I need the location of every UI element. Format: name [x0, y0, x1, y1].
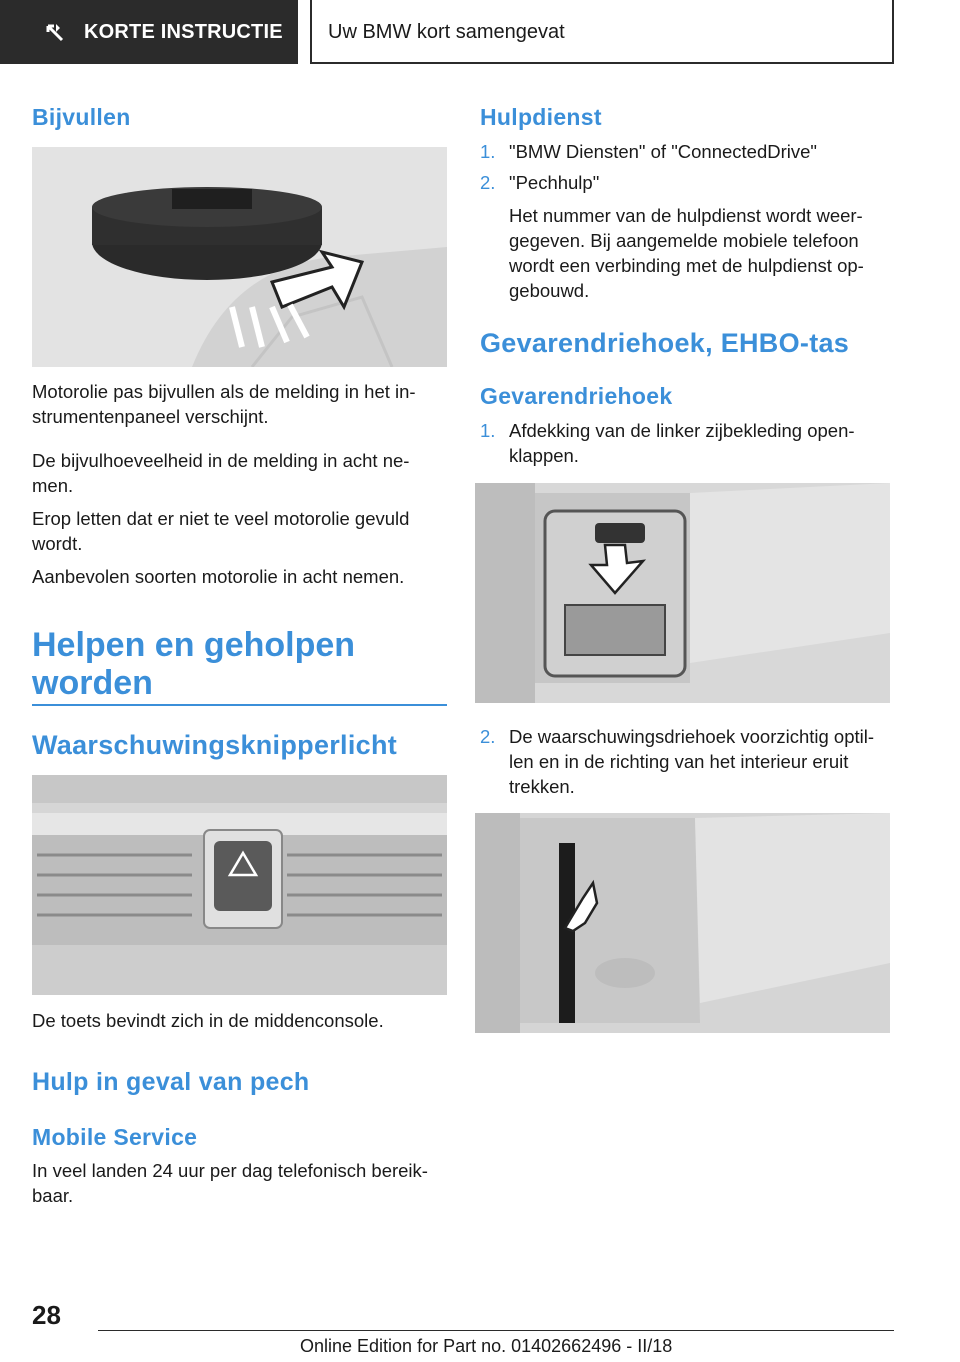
star-icon: [44, 22, 66, 44]
hulp-item-2-number: 2.: [480, 172, 496, 193]
triangle-removal-image: [475, 813, 890, 1033]
breakdown-heading: Hulp in geval van pech: [32, 1068, 310, 1096]
trunk-cover-image: [475, 483, 890, 703]
bijvullen-paragraph-3: Erop letten dat er niet te veel motorolie gevuld wordt.: [32, 508, 410, 554]
header-title-box: [310, 0, 894, 64]
footer-rule: [98, 1330, 894, 1331]
warning-light-heading: Waarschuwingsknipperlicht: [32, 730, 398, 760]
step-2-text: De waarschuwingsdriehoek voorzichtig optil- len en in de richting van het interieur eruit trekken.: [509, 726, 875, 797]
mobile-service-heading: Mobile Service: [32, 1124, 198, 1150]
bijvullen-paragraph-2: De bijvulhoeveelheid in de melding in acht ne- men.: [32, 450, 410, 496]
warning-triangle-subheading: Gevarendriehoek: [480, 383, 673, 409]
hulp-item-2-text: "Pechhulp": [509, 172, 600, 193]
oil-cap-image: [32, 147, 447, 367]
hulpdienst-heading: Hulpdienst: [480, 104, 602, 130]
section-heading: Helpen en geholpen worden: [32, 626, 356, 702]
hulp-note: Het nummer van de hulpdienst wordt weer- gegeven. Bij aangemelde mobiele telefoon wordt een verbinding met de hulpdienst op- gebouwd.: [509, 205, 864, 301]
header-tab-label: KORTE INSTRUCTIE: [84, 21, 283, 43]
hazard-switch-image: [32, 775, 447, 995]
warning-light-text: De toets bevindt zich in de middenconsole.: [32, 1010, 384, 1031]
mobile-service-text: In veel landen 24 uur per dag telefonisch bereik- baar.: [32, 1160, 428, 1206]
hulp-item-1-number: 1.: [480, 141, 496, 162]
hulp-item-1-text: "BMW Diensten" of "ConnectedDrive": [509, 141, 817, 162]
bijvullen-paragraph-4: Aanbevolen soorten motorolie in acht nemen.: [32, 566, 405, 587]
header-title: Uw BMW kort samengevat: [328, 21, 565, 43]
step-1-number: 1.: [480, 420, 496, 441]
step-2-number: 2.: [480, 726, 496, 747]
bijvullen-heading: Bijvullen: [32, 104, 131, 130]
bijvullen-paragraph-1: Motorolie pas bijvullen als de melding in het in- strumentenpaneel verschijnt.: [32, 381, 416, 427]
section-rule: [32, 704, 447, 706]
edition-text: Online Edition for Part no. 01402662496 - II/18: [300, 1336, 673, 1356]
warning-triangle-kit-heading: Gevarendriehoek, EHBO-tas: [480, 328, 850, 358]
header-tab: [0, 0, 298, 64]
page-number: 28: [32, 1300, 61, 1330]
step-1-text: Afdekking van de linker zijbekleding open- klappen.: [509, 420, 855, 466]
